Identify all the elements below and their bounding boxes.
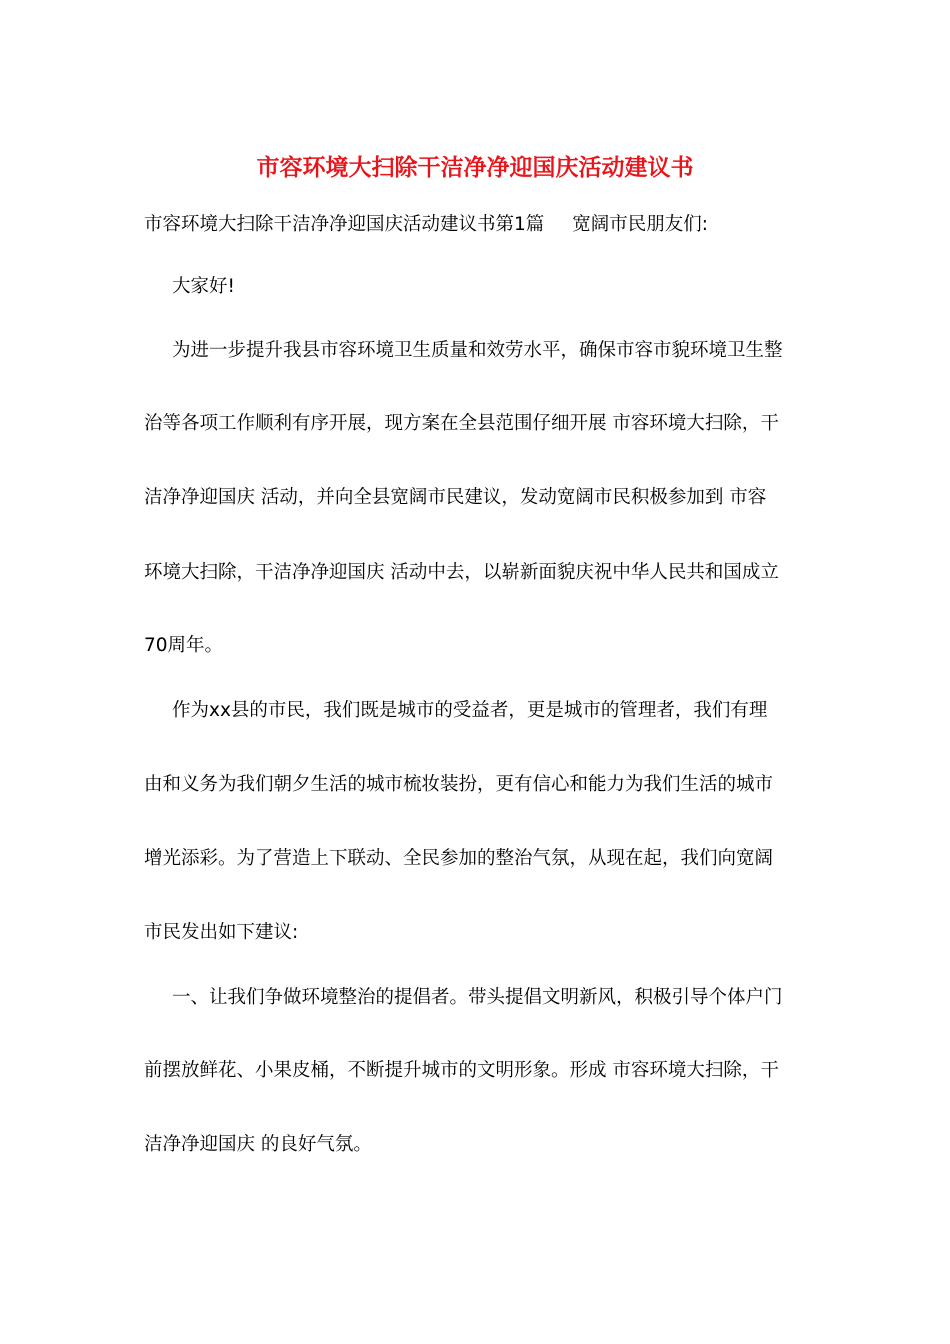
document-title: 市容环境大扫除干洁净净迎国庆活动建议书	[256, 154, 694, 181]
document-subtitle: 市容环境大扫除干洁净净迎国庆活动建议书第1篇	[144, 214, 545, 235]
paragraph-line: 由和义务为我们朝夕生活的城市梳妆装扮，更有信心和能力为我们生活的城市	[144, 774, 774, 795]
paragraph-line: 一、让我们争做环境整治的提倡者。带头提倡文明新风，积极引导个体户门	[172, 987, 783, 1008]
salutation: 宽阔市民朋友们:	[572, 214, 709, 235]
paragraph-line: 市民发出如下建议:	[144, 922, 299, 943]
paragraph-line: 前摆放鲜花、小果皮桶，不断提升城市的文明形象。形成 市容环境大扫除，干	[144, 1060, 779, 1081]
paragraph-line: 环境大扫除，干洁净净迎国庆 活动中去，以崭新面貌庆祝中华人民共和国成立	[144, 562, 779, 583]
greeting: 大家好!	[172, 276, 235, 297]
paragraph-line: 作为xx县的市民，我们既是城市的受益者，更是城市的管理者，我们有理	[172, 700, 768, 721]
paragraph-line: 洁净净迎国庆 的良好气氛。	[144, 1134, 372, 1155]
paragraph-line: 治等各项工作顺利有序开展，现方案在全县范围仔细开展 市容环境大扫除，干	[144, 413, 779, 434]
paragraph-line: 70周年。	[144, 635, 224, 656]
paragraph-line: 为进一步提升我县市容环境卫生质量和效劳水平，确保市容市貌环境卫生整	[172, 340, 783, 361]
paragraph-line: 增光添彩。为了营造上下联动、全民参加的整治气氛，从现在起，我们向宽阔	[144, 848, 774, 869]
subtitle-line	[144, 211, 708, 239]
paragraph-line: 洁净净迎国庆 活动，并向全县宽阔市民建议，发动宽阔市民积极参加到 市容	[144, 487, 767, 508]
